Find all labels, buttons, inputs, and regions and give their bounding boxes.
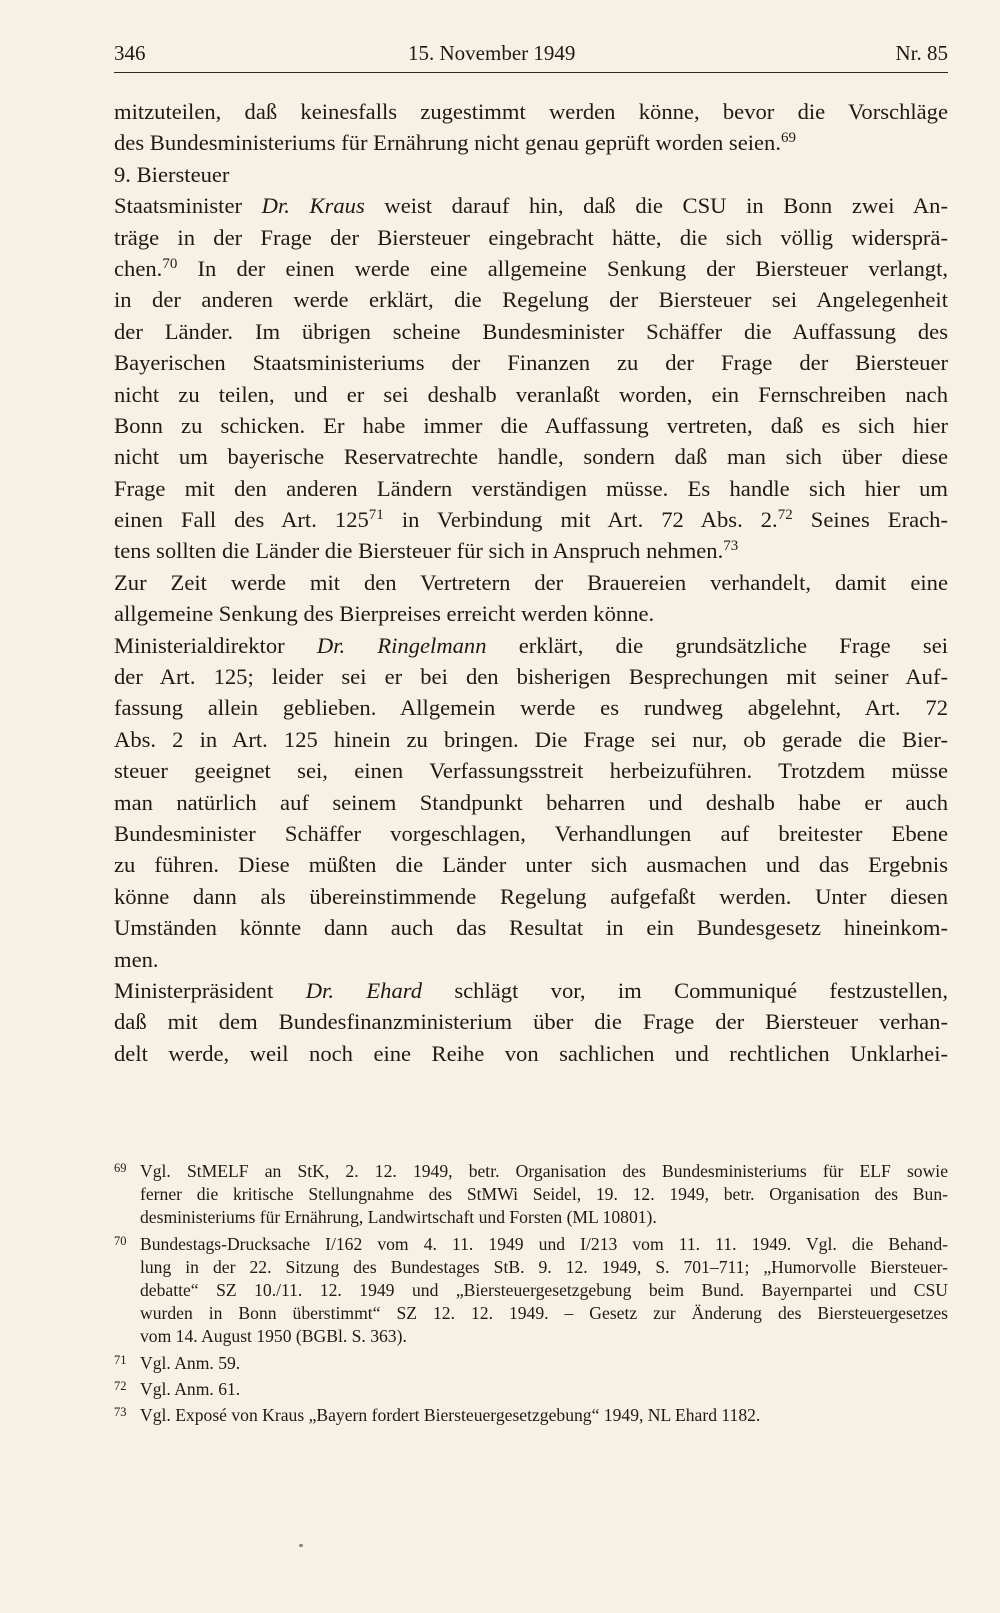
text-line: Umständen könnte dann auch das Resultat in ein Bundesgesetz hineinkom- [114, 915, 948, 941]
text-line: tens sollten die Länder die Biersteuer für sich in Anspruch nehmen.$^{73}$ [114, 538, 739, 564]
footnote-number: 69 [114, 1161, 127, 1175]
footnote-72 [114, 1378, 948, 1401]
text-line: Abs. 2 in Art. 125 hinein zu bringen. Die Frage sei nur, ob gerade die Bier- [114, 726, 948, 752]
footnote-line: Vgl. StMELF an StK, 2. 12. 1949, betr. Organisation des Bundesministeriums für ELF sowie [140, 1161, 948, 1181]
text-line: steuer geeignet sei, einen Verfassungsstreit herbeizuführen. Trotzdem müsse [114, 758, 948, 784]
text-line: fassung allein geblieben. Allgemein werde es rundweg abgelehnt, Art. 72 [114, 695, 948, 721]
footnote-line: desministeriums für Ernährung, Landwirtschaft und Forsten (ML 10801). [140, 1207, 657, 1228]
footnote-line: Vgl. Anm. 59. [140, 1352, 241, 1373]
text-line: Staatsminister Dr. Kraus weist darauf hin, daß die CSU in Bonn zwei An- [114, 193, 948, 219]
footnote-line: wurden in Bonn überstimmt“ SZ 12. 12. 1949. – Gesetz zur Änderung des Biersteuergesetzes [140, 1303, 948, 1324]
text-line: man natürlich auf seinem Standpunkt beharren und deshalb habe er auch [114, 789, 948, 815]
footnote-line: lung in der 22. Sitzung des Bundestages StB. 9. 12. 1949, S. 701–711; „Humorvolle Biersteuer- [140, 1256, 948, 1277]
footnote-71 [114, 1352, 948, 1375]
footnotes [114, 1160, 948, 1430]
speaker-title: Dr. [316, 632, 346, 658]
text-line: daß mit dem Bundesfinanzministerium über die Frage der Biersteuer verhan- [114, 1009, 948, 1035]
text-line: Zur Zeit werde mit den Vertretern der Brauereien verhandelt, damit eine [114, 569, 948, 595]
footnote-ref-69[interactable]: 69 [780, 130, 796, 147]
text-line: des Bundesministeriums für Ernährung nicht genau geprüft worden seien.$^{69}$ [114, 130, 796, 156]
footnote-69 [114, 1160, 948, 1230]
text-line: in der anderen werde erklärt, die Regelung der Biersteuer sei Angelegenheit [114, 287, 948, 313]
speaker-title: Dr. [305, 977, 334, 1003]
header-date: 15. November 1949 [408, 41, 576, 65]
text-line: Bundesminister Schäffer vorgeschlagen, Verhandlungen auf breitester Ebene [114, 820, 948, 846]
text-line: der Art. 125; leider sei er bei den bisherigen Besprechungen mit seiner Auf- [114, 664, 948, 690]
footnote-line: ferner die kritische Stellungnahme des StMWi Seidel, 19. 12. 1949, betr. Organisation des Bun- [140, 1184, 948, 1205]
footnote-number: 73 [114, 1404, 127, 1419]
text-line: Bonn zu schicken. Er habe immer die Auffassung vertreten, daß es sich hier [114, 412, 948, 438]
speaker-title: Dr. [261, 193, 290, 219]
footnote-ref-71[interactable]: 71 [368, 507, 384, 524]
text-line: Ministerpräsident Dr. Ehard schlägt vor, im Communiqué festzustellen, [114, 977, 948, 1003]
footnote-ref-72[interactable]: 72 [777, 507, 793, 524]
page-number: 346 [114, 41, 146, 65]
text-line: nicht zu teilen, und er sei deshalb veranlaßt worden, ein Fernschreiben nach [114, 381, 948, 407]
footnote-ref-73[interactable]: 73 [723, 538, 739, 555]
running-header [114, 38, 948, 73]
speaker-name: Ehard [366, 977, 422, 1003]
paper-speck [299, 1544, 303, 1547]
text-line: men. [114, 946, 159, 972]
text-line: träge in der Frage der Biersteuer eingebracht hätte, die sich völlig widersprä- [114, 224, 948, 250]
footnote-number: 71 [114, 1352, 127, 1367]
text-line: Ministerialdirektor Dr. Ringelmann erklärt, die grundsätzliche Frage sei [114, 632, 948, 658]
main-text [114, 96, 948, 1069]
speaker-name: Ringelmann [377, 632, 487, 658]
text-line: zu führen. Diese müßten die Länder unter sich ausmachen und das Ergebnis [114, 852, 948, 878]
text-line: könne dann als übereinstimmende Regelung aufgefaßt werden. Unter diesen [114, 883, 948, 909]
text-line: mitzuteilen, daß keinesfalls zugestimmt werden könne, bevor die Vorschläge [114, 99, 948, 124]
footnote-ref-70[interactable]: 70 [162, 255, 178, 272]
text-line: Bayerischen Staatsministeriums der Finanzen zu der Frage der Biersteuer [114, 350, 948, 376]
section-heading: 9. Biersteuer [114, 161, 230, 187]
text-line: delt werde, weil noch eine Reihe von sachlichen und rechtlichen Unklarhei- [114, 1040, 948, 1066]
footnote-number: 70 [114, 1233, 127, 1248]
text-line: chen.$^{70}$ In der einen werde eine allgemeine Senkung der Biersteuer verlangt, [114, 255, 948, 281]
text-line: Frage mit den anderen Ländern verständigen müsse. Es handle sich hier um [114, 475, 948, 501]
footnote-line: Vgl. Anm. 61. [140, 1378, 241, 1399]
text-line: allgemeine Senkung des Bierpreises erreicht werden könne. [114, 601, 655, 627]
footnote-number: 72 [114, 1378, 127, 1393]
text-line: der Länder. Im übrigen scheine Bundesminister Schäffer die Auffassung des [114, 318, 948, 344]
footnote-70 [114, 1233, 948, 1349]
text-line: nicht um bayerische Reservatrechte handle, sondern daß man sich über diese [114, 444, 948, 470]
speaker-name: Kraus [309, 193, 365, 219]
document-number: Nr. 85 [895, 41, 948, 65]
text-line: einen Fall des Art. $125^{71}$ in Verbindung mit Art. 72 Abs. 2.72 Seines Erach- [114, 507, 948, 533]
footnote-line: debatte“ SZ 10./11. 12. 1949 und „Biersteuergesetzgebung beim Bund. Bayernpartei und CSU [140, 1279, 948, 1300]
footnote-line: Vgl. Exposé von Kraus „Bayern fordert Biersteuergesetzgebung“ 1949, NL Ehard 1182. [140, 1404, 761, 1425]
footnote-73 [114, 1404, 948, 1427]
footnote-line: Bundestags-Drucksache I/162 vom 4. 11. 1949 und I/213 vom 11. 11. 1949. Vgl. die Behand- [140, 1233, 948, 1254]
footnote-line: vom 14. August 1950 (BGBl. S. 363). [140, 1326, 407, 1347]
